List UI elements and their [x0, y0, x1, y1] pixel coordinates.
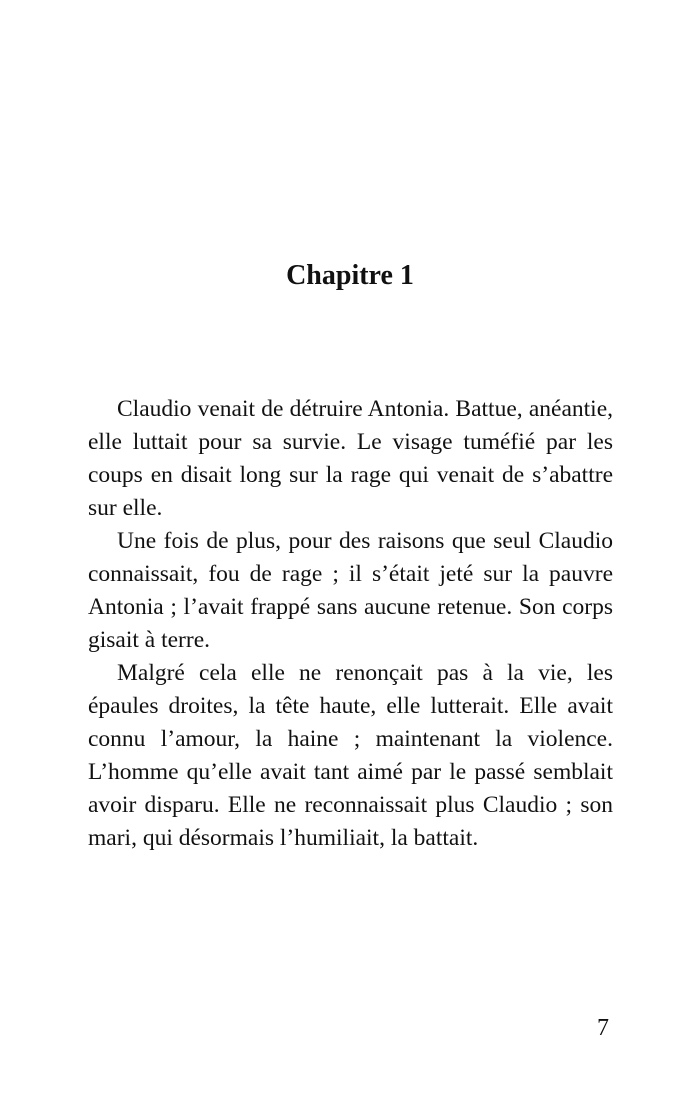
- paragraph: Une fois de plus, pour des raisons que seul Claudio connaissait, fou de rage ; il s’était jeté sur la pauvre Antonia ; l’avait frappé sans aucune retenue. Son corps gisait à terre.: [88, 528, 613, 653]
- chapter-body: [88, 393, 613, 855]
- paragraph: Claudio venait de détruire Antonia. Battue, anéantie, elle luttait pour sa survie. Le visage tuméfié par les coups en disait long sur la rage qui venait de s’abattre sur elle.: [88, 396, 613, 521]
- paragraph: Malgré cela elle ne renonçait pas à la vie, les épaules droites, la tête haute, elle lutterait. Elle avait connu l’amour, la haine ; maintenant la violence. L’homme qu’elle avait tant aimé par le passé semblait avoir disparu. Elle ne reconnaissait plus Claudio ; son mari, qui désormais l’humiliait, la battait.: [88, 660, 613, 851]
- chapter-title: Chapitre 1: [286, 260, 414, 291]
- page-number: 7: [597, 1015, 609, 1041]
